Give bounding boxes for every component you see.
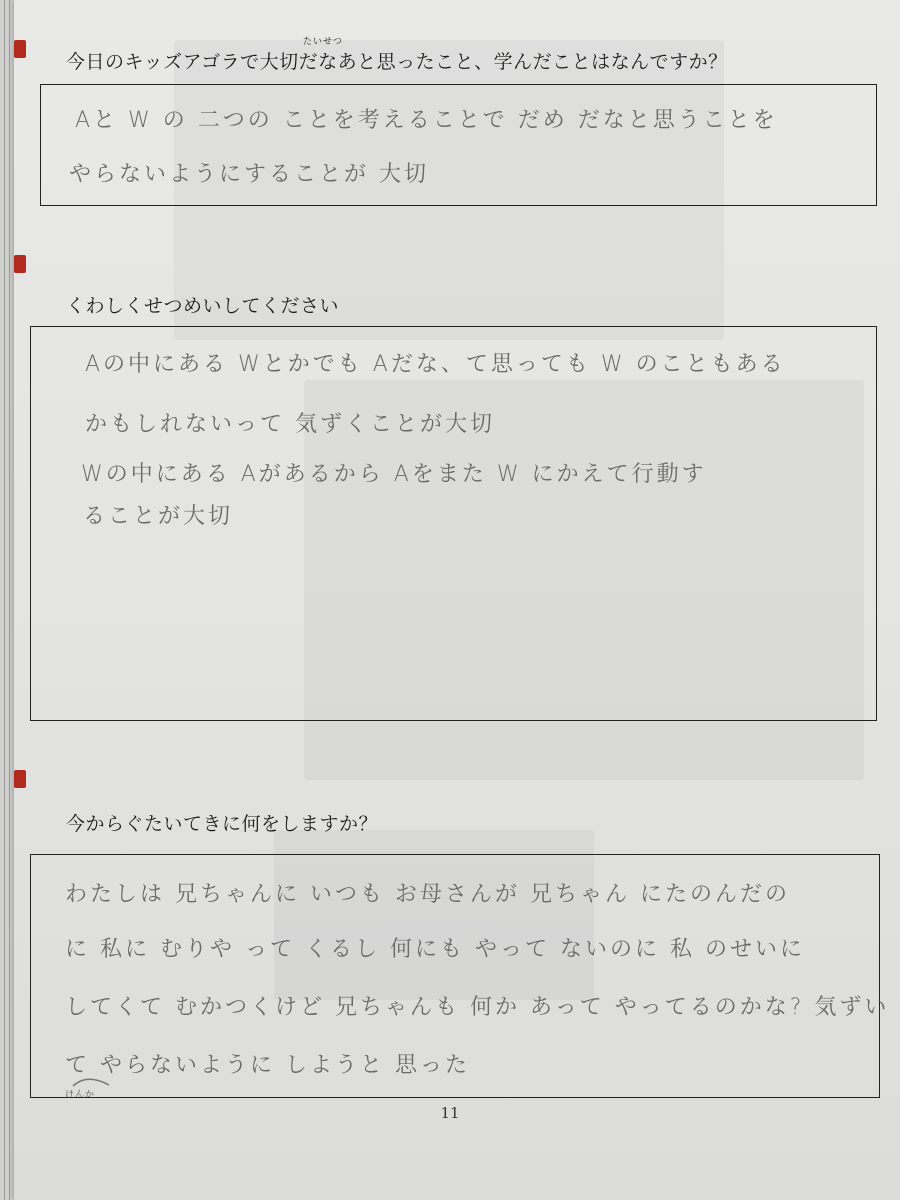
handwritten-line: Aと W の 二つの ことを考えることで だめ だなと思うことを (75, 108, 778, 133)
question-2-heading: くわしくせつめいしてください (66, 295, 340, 317)
handwritten-line: ることが大切 (83, 504, 234, 529)
binder-spine (0, 0, 14, 1200)
handwritten-line: やらないようにすることが 大切 (69, 162, 429, 187)
handwritten-line: Wの中にある Aがあるから Aをまた W にかえて行動す (81, 462, 707, 487)
question-3-heading: 今からぐたいてきに何をしますか？ (66, 813, 379, 835)
furigana-taisetsu: たいせつ (303, 37, 344, 47)
spine-edge-line (9, 0, 10, 1200)
margin-tab-marker (14, 770, 26, 788)
answer-box-2[interactable] (30, 326, 877, 721)
handwritten-line: Aの中にある Wとかでも Aだな、て思っても W のこともある (85, 352, 786, 377)
handwritten-line: かもしれないって 気ずくことが大切 (85, 412, 495, 437)
margin-tab-marker (14, 255, 26, 273)
answer-box-3[interactable] (30, 854, 890, 1100)
page-number: 11 (440, 1104, 460, 1122)
small-annotation: けんか (65, 1090, 96, 1100)
handwritten-line: わたしは 兄ちゃんに いつも お母さんが 兄ちゃん にたのんだの (65, 882, 790, 907)
answer-box-1[interactable] (40, 84, 877, 206)
margin-tab-marker (14, 40, 26, 58)
handwritten-line: してくて むかつくけど 兄ちゃんも 何か あって やってるのかな? 気ずい (65, 995, 890, 1020)
question-1-heading: 今日のキッズアゴラで大切だなあと思ったこと、学んだことはなんですか？ (66, 51, 728, 73)
spine-edge-line (4, 0, 5, 1200)
handwritten-line: に 私に むりや って くるし 何にも やって ないのに 私 のせいに (65, 937, 805, 962)
handwritten-line: て やらないように しようと 思った (65, 1053, 470, 1078)
